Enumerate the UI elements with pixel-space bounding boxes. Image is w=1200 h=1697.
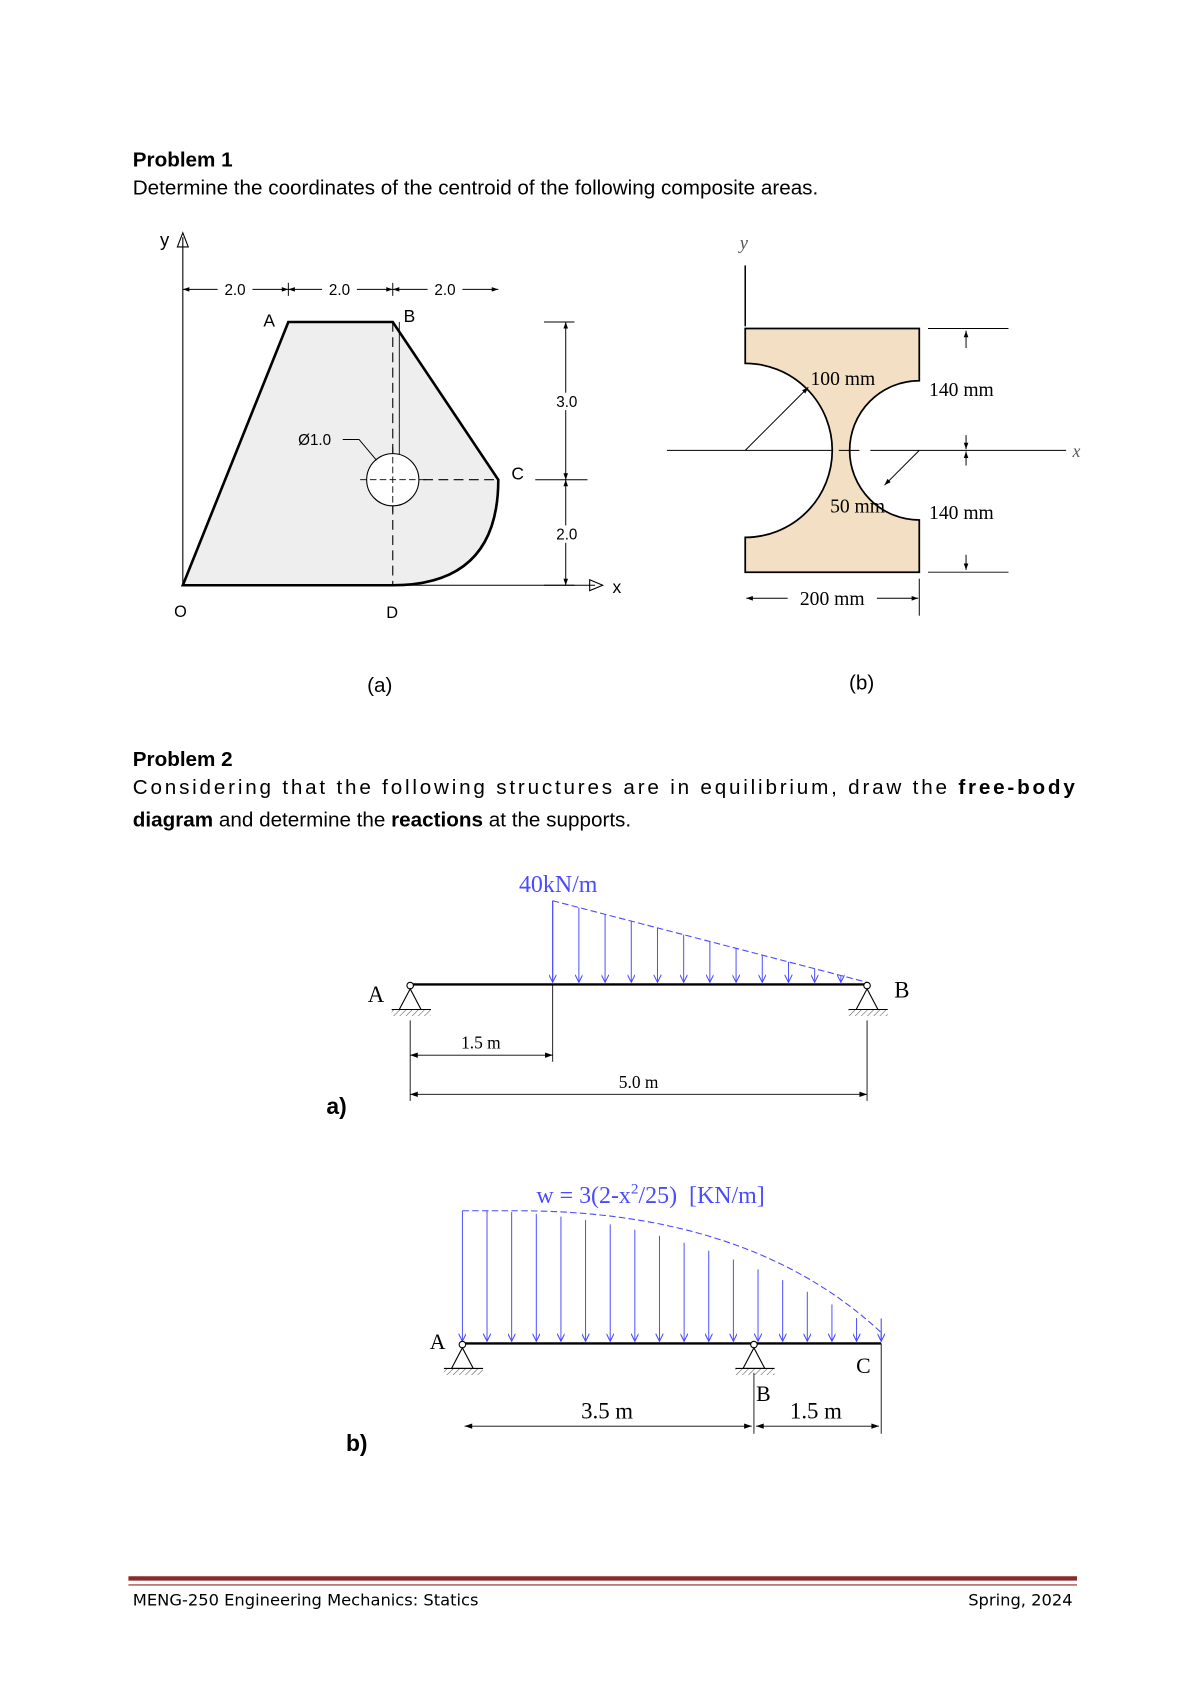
fig-2b-load-arrows (462, 1211, 881, 1342)
problem2-emph-fbd-2: diagram (132, 808, 214, 832)
x-axis-label: x (612, 576, 622, 597)
fig-2b-dim-left-label: 3.5 m (581, 1398, 634, 1424)
fig-b-height-upper-label: 140 mm (929, 379, 994, 401)
fig-2b-support-b-ground (735, 1368, 774, 1375)
fig-b-x-axis-label: x (1072, 440, 1081, 461)
problem1-title: Problem 1 (132, 148, 233, 172)
figure-1b-caption: (b) (848, 671, 875, 695)
fig-2b-support-a-label: A (429, 1329, 446, 1354)
fig-2a-support-a-triangle (399, 989, 421, 1010)
fig-2a-load-label: 40kN/m (518, 872, 598, 899)
problem2-statement-line1 (133, 776, 1076, 799)
problem2-text-3: at the supports. (488, 808, 632, 832)
fig-2b-support-b-label: B (756, 1382, 771, 1407)
footer-course: MENG-250 Engineering Mechanics: Statics (132, 1590, 479, 1610)
dim-seg3-label: 2.0 (434, 281, 456, 299)
fig-2b-support-a-ground (444, 1368, 483, 1375)
small-radius-leader (884, 450, 919, 485)
figure-2a (326, 872, 909, 1119)
dim-upper-label: 3.0 (556, 393, 578, 411)
fig-2b-load-suffix: /25) [KN/m] (638, 1183, 765, 1210)
problem2-emph-reactions: reactions (391, 808, 483, 832)
figure-1a (160, 229, 622, 697)
fig-2b-load-prefix: w = 3(2-x (536, 1183, 631, 1210)
dim-seg1-label: 2.0 (224, 281, 246, 299)
fig-b-y-axis-label: y (739, 233, 749, 254)
fig-2a-support-a-label: A (367, 981, 385, 1007)
fig-2a-label: a) (326, 1092, 347, 1119)
hole-diameter-label: Ø1.0 (298, 431, 332, 449)
fig-b-height-lower-label: 140 mm (929, 502, 994, 524)
composite-area-shape (183, 322, 498, 585)
fig-2a-support-b-label: B (894, 977, 910, 1003)
fig-2a-dim-long-label: 5.0 m (618, 1071, 659, 1092)
problem2-title: Problem 2 (132, 747, 233, 771)
point-d-label: D (386, 603, 399, 622)
problem2-text-1: Considering that the following structures are in equilibrium, draw the (132, 776, 947, 800)
fig-b-width-label: 200 mm (799, 588, 865, 610)
fig-2a-dim-short-label: 1.5 m (461, 1032, 501, 1053)
problem2-text-2: and determine the (218, 808, 386, 832)
fig-2b-label: b) (345, 1430, 368, 1457)
point-c-label: C (511, 463, 524, 484)
fig-2b-support-a-triangle (452, 1348, 474, 1369)
problem2-statement-line2 (133, 809, 631, 832)
figure-1b (667, 233, 1081, 695)
fig-2a-support-b-triangle (856, 989, 878, 1010)
small-radius-label: 50 mm (830, 496, 886, 518)
fig-2b-end-c-label: C (856, 1353, 871, 1378)
footer-term: Spring, 2024 (968, 1590, 1073, 1610)
point-a-label: A (263, 310, 275, 331)
origin-label: O (174, 602, 187, 621)
y-axis-label: y (159, 228, 170, 250)
fig-2b-dim-right-label: 1.5 m (789, 1398, 842, 1424)
dim-lower-label: 2.0 (556, 526, 578, 544)
fig-2a-load-arrows (553, 901, 841, 983)
fig-2a-support-b-ground (849, 1009, 888, 1016)
problem1-statement: Determine the coordinates of the centroid of the following composite areas. (132, 176, 819, 200)
figure-1a-caption: (a) (367, 673, 393, 697)
large-radius-label: 100 mm (810, 369, 876, 391)
fig-2b-load-label (536, 1180, 764, 1209)
problem2-emph-fbd-1: free-body (958, 776, 1075, 800)
fig-2b-load-exponent: 2 (630, 1180, 639, 1198)
fig-2b-support-b-triangle (743, 1348, 765, 1369)
point-b-label: B (403, 305, 416, 326)
figure-2b (346, 1180, 881, 1456)
large-radius-leader (745, 387, 808, 450)
fig-2b-load-curve (462, 1211, 881, 1333)
fig-2a-support-a-ground (392, 1009, 431, 1016)
dim-seg2-label: 2.0 (328, 281, 351, 299)
